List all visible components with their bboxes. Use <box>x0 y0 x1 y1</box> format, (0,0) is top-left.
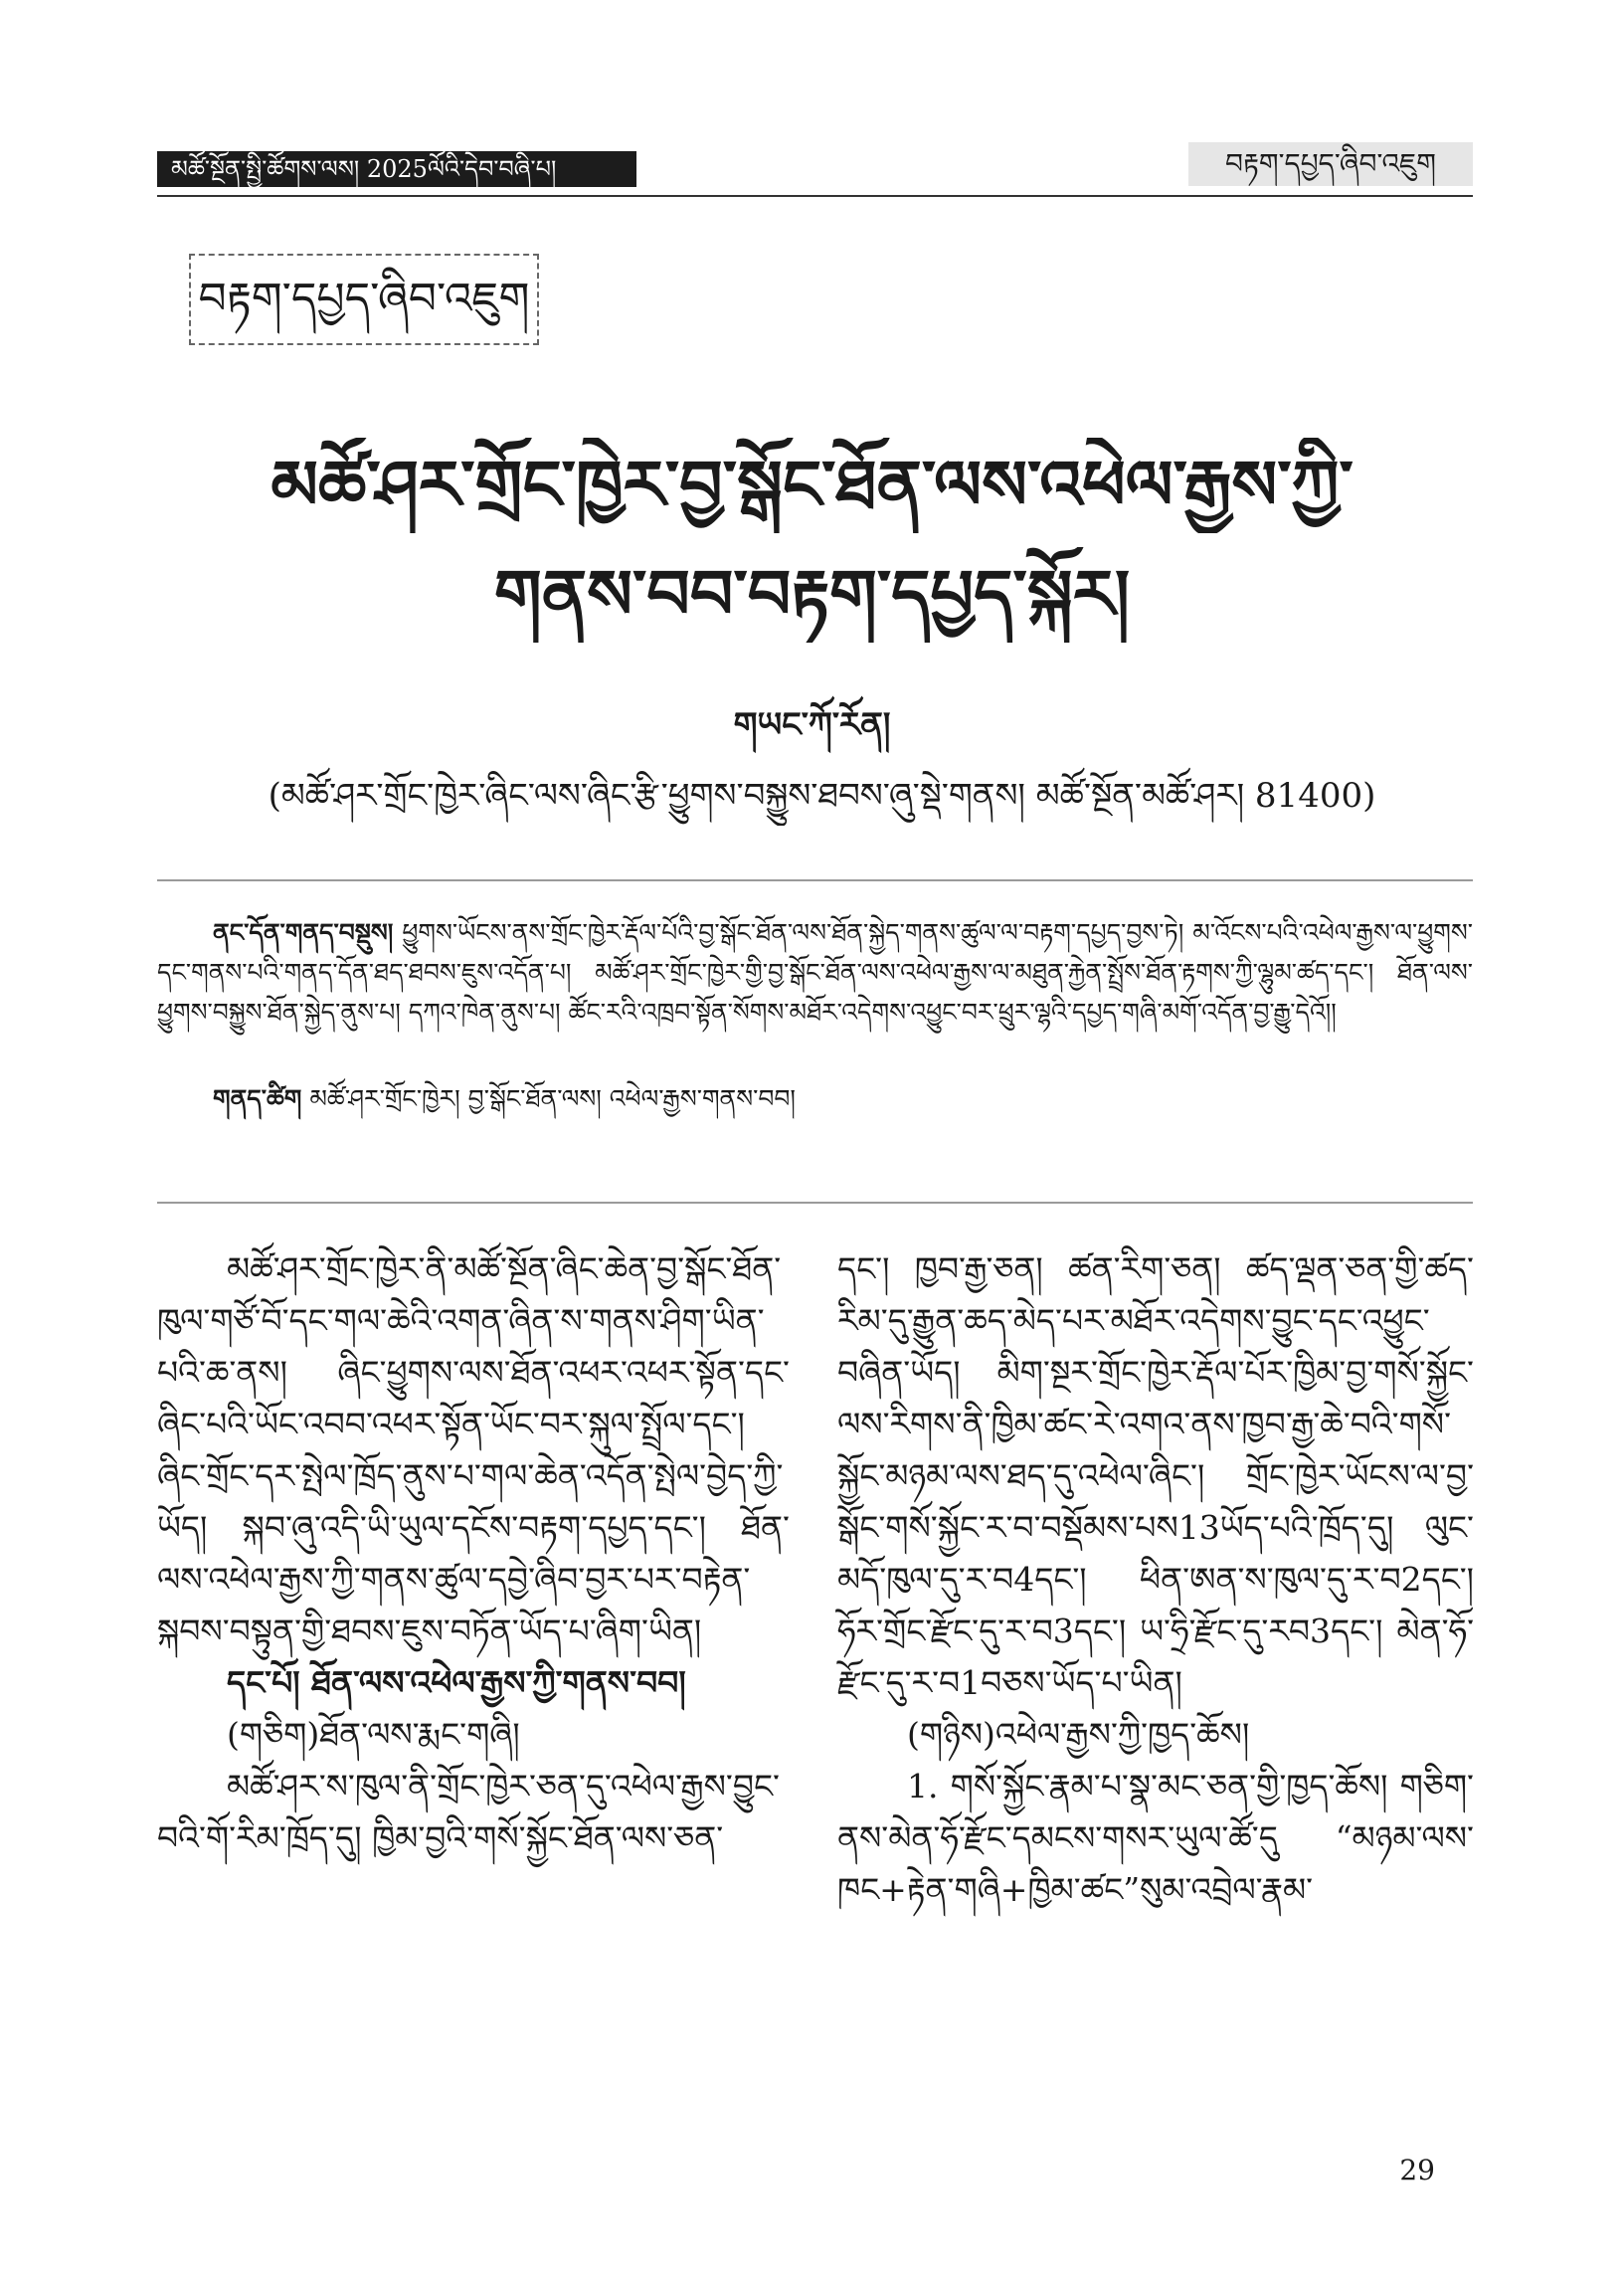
page-number: 29 <box>1399 2154 1435 2186</box>
article-title-line-2: གནས་བབ་བརྟག་དཔྱད་སྐོར། <box>493 555 1131 635</box>
author-affiliation: (མཚོ་ཤར་གྲོང་ཁྱེར་ཞིང་ལས་ཞིང་རྩི་ཕྱུགས་བསྐྱུས་ཐབས་ཞུ་སྡེ་གནས། མཚོ་སྔོན་མཚོ་ཤར། 81400) <box>268 776 1376 816</box>
body-paragraph-continued: དང་། ཁྱབ་རྒྱ་ཅན། ཚན་རིག་ཅན། ཚད་ལྡན་ཅན་གྱི་ཚད་རིམ་དུ་རྒྱུན་ཆད་མེད་པར་མཐོར་འདེགས་བྱུང་དང་འཕྱུང་བཞིན་ཡོད། མིག་སྔར་གྲོང་ཁྱེར་རྡོལ་པོར་ཁྱིམ་བྱ་གསོ་སྐྱོང་ལས་རིགས་ནི་ཁྱིམ་ཚང་རེ་འགའ་ནས་ཁྱབ་རྒྱ་ཆེ་བའི་གསོ་སྐྱོང་མཉམ་ལས་ཐད་དུ་འཕེལ་ཞིང་། གྲོང་ཁྱེར་ཡོངས་ལ་བྱ་སྒོང་གསོ་སྐྱོང་ར་བ་བསྡོམས་པས13ཡོད་པའི་ཁྲོད་དུ། ལུང་མདོ་ཁུལ་དུ་ར་བ4དང་། ཕིན་ཨན་ས་ཁུལ་དུ་ར་བ2དང་། ཧོར་གྲོང་རྫོང་དུ་ར་བ3དང་། ཡ་ཧྲི་རྫོང་དུ་རབ3དང་། མེན་ཧོ་རྫོང་དུ་ར་བ1བཅས་ཡོད་པ་ཡིན། <box>837 1249 1474 1702</box>
abstract-text: ཕྱུགས་ཡོངས་ནས་གྲོང་ཁྱེར་རྡོལ་པོའི་བྱ་སྒོང་ཐོན་ལས་ཐོན་སྐྱེད་གནས་ཚུལ་ལ་བརྟག་དཔྱད་བྱས་ཏེ། མ་འོངས་པའི་འཕེལ་རྒྱས་ལ་ཕྱུགས་དང་གནས་པའི་གནད་དོན་ཐད་ཐབས་ཇུས་འདོན་པ། མཚོ་ཤར་གྲོང་ཁྱེར་གྱི་བྱ་སྒོང་ཐོན་ལས་འཕེལ་རྒྱས་ལ་མཐུན་རྐྱེན་སྤྲོས་ཐོན་རྟགས་ཀྱི་ལྷུམ་ཚད་དང་། ཐོན་ལས་ཕྱུགས་བསྐྱུས་ཐོན་སྐྱེད་ནུས་པ། དཀའ་ཁེན་ནུས་པ། ཚོང་རའི་འཁྲབ་སྟོན་སོགས་མཐོར་འདེགས་འཕྱུང་བར་ཕྲུར་ལྷའི་དཔྱད་གཞི་མགོ་འདོན་བྱ་རྒྱུ་དེའོ།། <box>157 918 1473 1027</box>
subsection-heading-1: (གཅིག)ཐོན་ལས་རྨང་གཞི། <box>227 1715 520 1754</box>
subsection-heading-2: (གཉིས)འཕེལ་རྒྱས་ཀྱི་ཁྱད་ཆོས། <box>907 1715 1250 1754</box>
section-heading-1: དང་པོ། ཐོན་ལས་འཕེལ་རྒྱས་ཀྱི་གནས་བབ། <box>227 1663 686 1702</box>
body-paragraph: མཚོ་ཤར་ས་ཁུལ་ནི་གྲོང་ཁྱེར་ཅན་དུ་འཕེལ་རྒྱས་བྱུང་བའི་གོ་རིམ་ཁྲོད་དུ། ཁྱིམ་བྱའི་གསོ་སྐྱོང་ཐོན་ལས་ཅན་ <box>157 1767 780 1857</box>
author-name: གཡང་ཀོ་རོན། <box>733 705 891 745</box>
body-paragraph: 1. གསོ་སྐྱོང་རྣམ་པ་སྣ་མང་ཅན་གྱི་ཁྱད་ཆོས། གཅིག་ནས་མེན་ཧོ་རྫོང་དམངས་གསར་ཡུལ་ཚོ་དུ “མཉམ་ལས་ཁང+རྟེན་གཞི+ཁྱིམ་ཚང”སུམ་འབྲེལ་རྣམ་ <box>837 1767 1474 1909</box>
article-title-line-1: མཚོ་ཤར་གྲོང་ཁྱེར་བྱ་སྒོང་ཐོན་ལས་འཕེལ་རྒྱས་ཀྱི་ <box>271 446 1353 525</box>
abstract-label: ནང་དོན་གནད་བསྡུས། <box>213 918 394 947</box>
abstract <box>157 913 1473 1033</box>
column-tag-box: བརྟག་དཔྱད་ཞིབ་འཇུག <box>189 254 539 345</box>
body-column-left <box>157 1243 790 1864</box>
intro-paragraph: མཚོ་ཤར་གྲོང་ཁྱེར་ནི་མཚོ་སྔོན་ཞིང་ཆེན་བྱ་སྒོང་ཐོན་ཁུལ་གཙོ་བོ་དང་གལ་ཆེའི་འགན་ཞིན་ས་གནས་ཤིག་ཡིན་པའི་ཆ་ནས། ཞིང་ཕྱུགས་ལས་ཐོན་འཕར་འཕར་སྟོན་དང་ཞིང་པའི་ཡོང་འབབ་འཕར་སྟོན་ཡོང་བར་སྐུལ་སྤྲོལ་དང་། ཞིང་གྲོང་དར་སྤེལ་ཁྲོད་ནུས་པ་གལ་ཆེན་འདོན་སྤེལ་བྱེད་ཀྱི་ཡོད། སྐབ་ཞུ་འདི་ཡི་ཡུལ་དངོས་བརྟག་དཔྱད་དང་། ཐོན་ལས་འཕེལ་རྒྱས་ཀྱི་གནས་ཚུལ་དབྱེ་ཞིབ་བྱར་པར་བརྟེན་སྐབས་བསྟུན་གྱི་ཐབས་ཇུས་བཏོན་ཡོད་པ་ཞིག་ཡིན། <box>157 1249 790 1650</box>
abstract-bottom-rule <box>157 1202 1473 1204</box>
section-label: བརྟག་དཔྱད་ཞིབ་འཇུག <box>1188 142 1473 186</box>
keywords <box>213 1079 1473 1119</box>
abstract-top-rule <box>157 879 1473 881</box>
keywords-text: མཚོ་ཤར་གྲོང་ཁྱེར། བྱ་སྒོང་ཐོན་ལས། འཕེལ་རྒྱས་གནས་བབ། <box>309 1084 796 1113</box>
keywords-label: གནད་ཚིག <box>213 1084 302 1113</box>
header-rule <box>157 195 1473 197</box>
journal-issue-header: མཚོ་སྔོན་སྤྱི་ཚོགས་ལས། 2025ལོའི་དེབ་བཞི་པ། <box>157 151 636 187</box>
body-column-right <box>837 1243 1474 1916</box>
